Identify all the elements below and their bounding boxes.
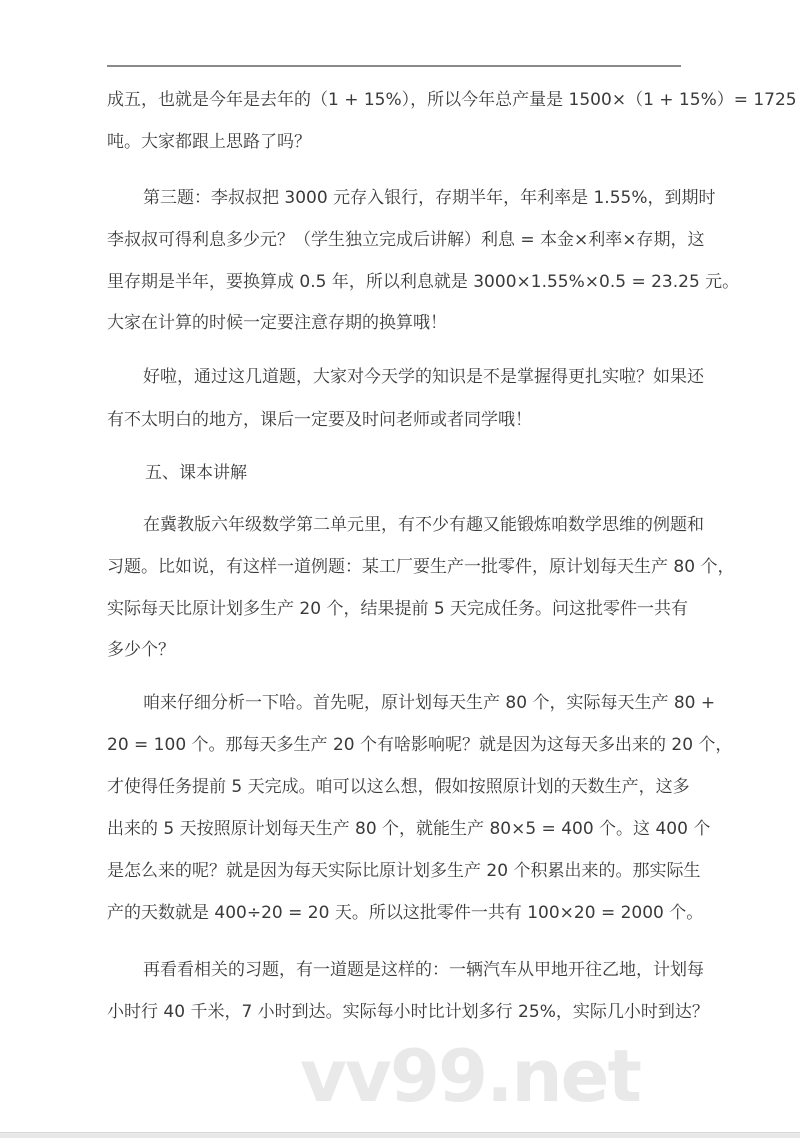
paragraph-line: 多少个？ bbox=[107, 640, 175, 660]
paragraph-line: 出来的 5 天按照原计划每天生产 80 个，就能生产 80×5 = 400 个。这 400 个 bbox=[107, 819, 711, 839]
paragraph-line: 20 = 100 个。那每天多生产 20 个有啥影响呢？就是因为这每天多出来的 20 个， bbox=[107, 735, 733, 755]
paragraph-line: 实际每天比原计划多生产 20 个，结果提前 5 天完成任务。问这批零件一共有 bbox=[107, 599, 689, 619]
paragraph-line: 产的天数就是 400÷20 = 20 天。所以这批零件一共有 100×20 = 2000 个。 bbox=[107, 903, 704, 923]
page-bottom-edge bbox=[0, 1132, 800, 1138]
paragraph-line: 吨。大家都跟上思路了吗？ bbox=[107, 132, 311, 152]
watermark: vv99.net bbox=[300, 1034, 640, 1118]
paragraph-line: 成五，也就是今年是去年的（1 + 15%），所以今年总产量是 1500×（1 + 15%）= 1725 bbox=[107, 90, 797, 110]
paragraph-line: 小时行 40 千米，7 小时到达。实际每小时比计划多行 25%，实际几小时到达？ bbox=[107, 1002, 709, 1022]
paragraph-line: 咱来仔细分析一下哈。首先呢，原计划每天生产 80 个，实际每天生产 80 + bbox=[143, 693, 716, 713]
paragraph-line: 才使得任务提前 5 天完成。咱可以这么想，假如按照原计划的天数生产，这多 bbox=[107, 777, 690, 797]
paragraph-line: 大家在计算的时候一定要注意存期的换算哦！ bbox=[107, 313, 447, 333]
paragraph-line: 是怎么来的呢？就是因为每天实际比原计划多生产 20 个积累出来的。那实际生 bbox=[107, 861, 701, 881]
paragraph-line: 有不太明白的地方，课后一定要及时问老师或者同学哦！ bbox=[107, 410, 532, 430]
paragraph-line: 再看看相关的习题，有一道题是这样的：一辆汽车从甲地开往乙地，计划每 bbox=[143, 960, 704, 980]
paragraph-line: 李叔叔可得利息多少元？（学生独立完成后讲解）利息 = 本金×利率×存期，这 bbox=[107, 230, 705, 250]
section-heading: 五、课本讲解 bbox=[145, 463, 247, 483]
paragraph-line: 在冀教版六年级数学第二单元里，有不少有趣又能锻炼咱数学思维的例题和 bbox=[143, 515, 704, 535]
paragraph-line: 习题。比如说，有这样一道例题：某工厂要生产一批零件，原计划每天生产 80 个， bbox=[107, 557, 735, 577]
paragraph-line: 里存期是半年，要换算成 0.5 年，所以利息就是 3000×1.55%×0.5 = 23.25 元。 bbox=[107, 272, 740, 292]
header-rule bbox=[107, 65, 681, 67]
paragraph-line: 第三题：李叔叔把 3000 元存入银行，存期半年，年利率是 1.55%，到期时 bbox=[143, 188, 716, 208]
paragraph-line: 好啦，通过这几道题，大家对今天学的知识是不是掌握得更扎实啦？如果还 bbox=[143, 367, 704, 387]
